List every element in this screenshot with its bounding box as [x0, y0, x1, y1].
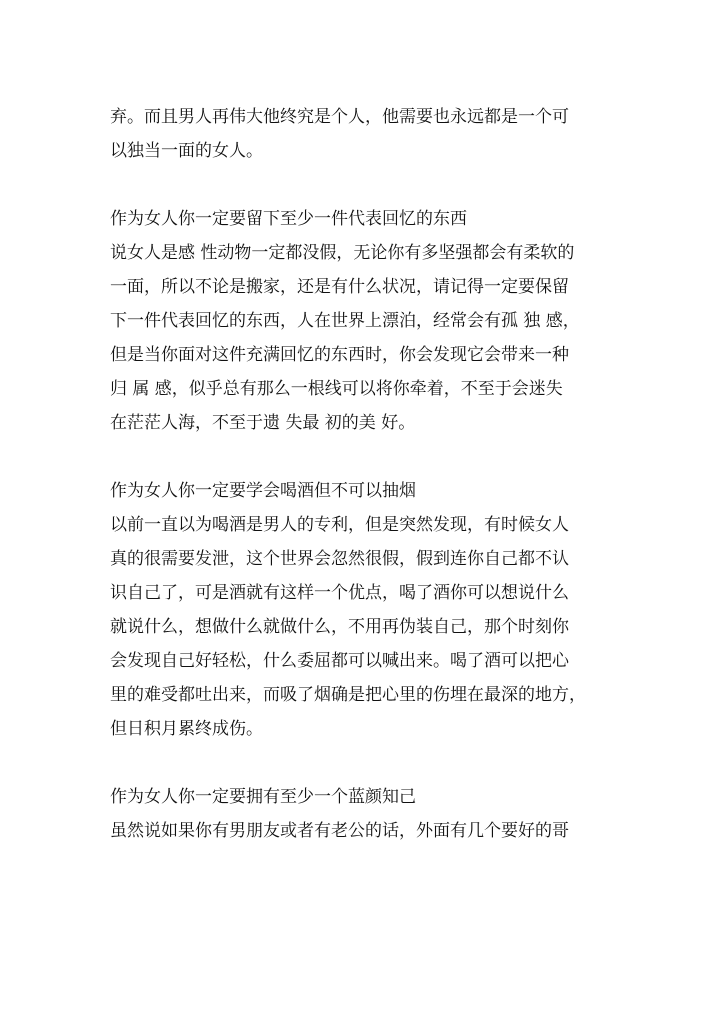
text-line: 以前一直以为喝酒是男人的专利，但是突然发现，有时候女人	[110, 515, 569, 535]
paragraph-gap	[110, 168, 630, 202]
document-body	[110, 100, 630, 848]
text-line: 在茫茫人海，不至于遗 失最 初的美 好。	[110, 413, 416, 433]
text-line: 识自己了，可是酒就有这样一个优点，喝了酒你可以想说什么	[110, 583, 569, 603]
text-line: 归 属 感，似乎总有那么一根线可以将你牵着，不至于会迷失	[110, 379, 563, 399]
paragraph-gap	[110, 440, 630, 474]
text-line: 但日积月累终成伤。	[110, 719, 263, 739]
text-line: 弃。而且男人再伟大他终究是个人，他需要也永远都是一个可	[110, 107, 569, 127]
text-line: 下一件代表回忆的东西，人在世界上漂泊，经常会有孤 独 感，	[110, 311, 580, 331]
section-heading: 作为女人你一定要留下至少一件代表回忆的东西	[110, 209, 467, 229]
section-heading: 作为女人你一定要学会喝酒但不可以抽烟	[110, 481, 416, 501]
text-line: 就说什么，想做什么就做什么，不用再伪装自己，那个时刻你	[110, 617, 569, 637]
text-line: 真的很需要发泄，这个世界会忽然很假，假到连你自己都不认	[110, 549, 569, 569]
text-line: 以独当一面的女人。	[110, 141, 263, 161]
text-line: 说女人是感 性动物一定都没假，无论你有多坚强都会有柔软的	[110, 243, 575, 263]
text-line: 会发现自己好轻松，什么委屈都可以喊出来。喝了酒可以把心	[110, 651, 569, 671]
text-line: 里的难受都吐出来，而吸了烟确是把心里的伤埋在最深的地方，	[110, 685, 586, 705]
text-line: 但是当你面对这件充满回忆的东西时，你会发现它会带来一种	[110, 345, 569, 365]
text-line: 虽然说如果你有男朋友或者有老公的话，外面有几个要好的哥	[110, 821, 569, 841]
text-line: 一面，所以不论是搬家，还是有什么状况，请记得一定要保留	[110, 277, 569, 297]
section-heading: 作为女人你一定要拥有至少一个蓝颜知己	[110, 787, 416, 807]
paragraph-gap	[110, 746, 630, 780]
